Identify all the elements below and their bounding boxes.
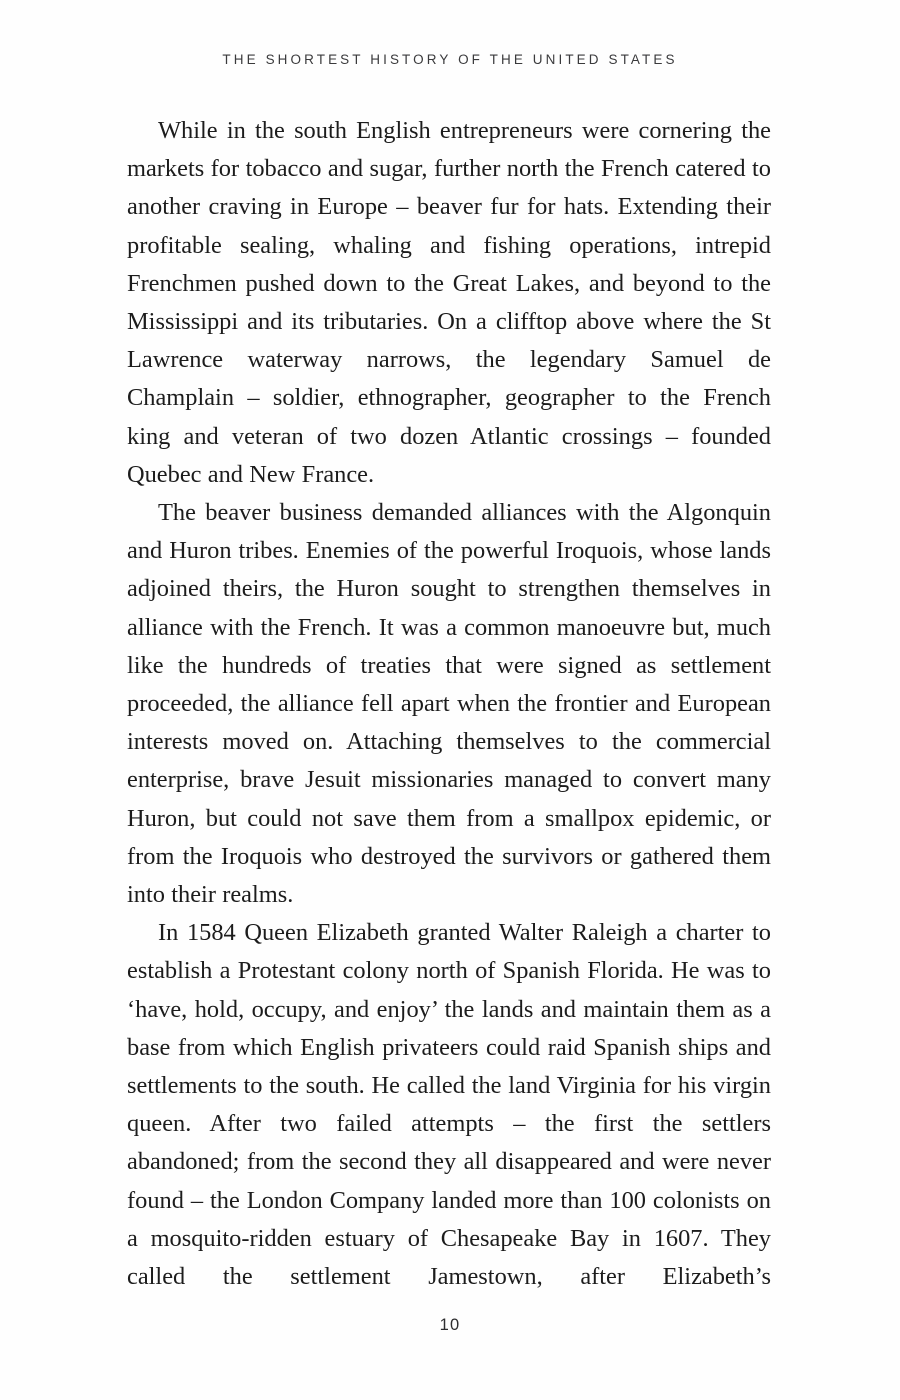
paragraph: While in the south English entrepreneurs were cornering the markets for tobacco and sugar, further north the French catered to another craving in Europe – beaver fur for hats. Extending their profitable sealing, whaling and fishing operations, intrepid Frenchmen pushed down to the Great Lakes, and beyond to the Mississippi and its tributaries. On a clifftop above where the St Lawrence waterway narrows, the legendary Samuel de Champlain – soldier, ethnographer, geographer to the French king and veteran of two dozen Atlantic crossings – founded Quebec and New France. <box>127 117 771 488</box>
paragraph: The beaver business demanded alliances with the Algonquin and Huron tribes. Enemies of the powerful Iroquois, whose lands adjoined theirs, the Huron sought to strengthen themselves in alliance with the French. It was a common manoeuvre but, much like the hundreds of treaties that were signed as settlement proceeded, the alliance fell apart when the frontier and European interests moved on. Attaching themselves to the commercial enterprise, brave Jesuit missionaries managed to convert many Huron, but could not save them from a smallpox epidemic, or from the Iroquois who destroyed the survivors or gathered them into their realms. <box>127 499 771 909</box>
running-head: THE SHORTEST HISTORY OF THE UNITED STATES <box>222 52 678 67</box>
body-text-block <box>127 112 771 1296</box>
paragraph: In 1584 Queen Elizabeth granted Walter Raleigh a charter to establish a Protestant colony north of Spanish Florida. He was to ‘have, hold, occupy, and enjoy’ the lands and maintain them as a base from which English privateers could raid Spanish ships and settlements to the south. He called the land Virginia for his virgin queen. After two failed attempts – the first the settlers abandoned; from the second they all disappeared and were never found – the London Company landed more than 100 colonists on a mosquito-ridden estuary of Chesapeake Bay in 1607. They called the settlement Jamestown, after Elizabeth’s <box>127 919 771 1291</box>
page-number: 10 <box>439 1316 461 1334</box>
